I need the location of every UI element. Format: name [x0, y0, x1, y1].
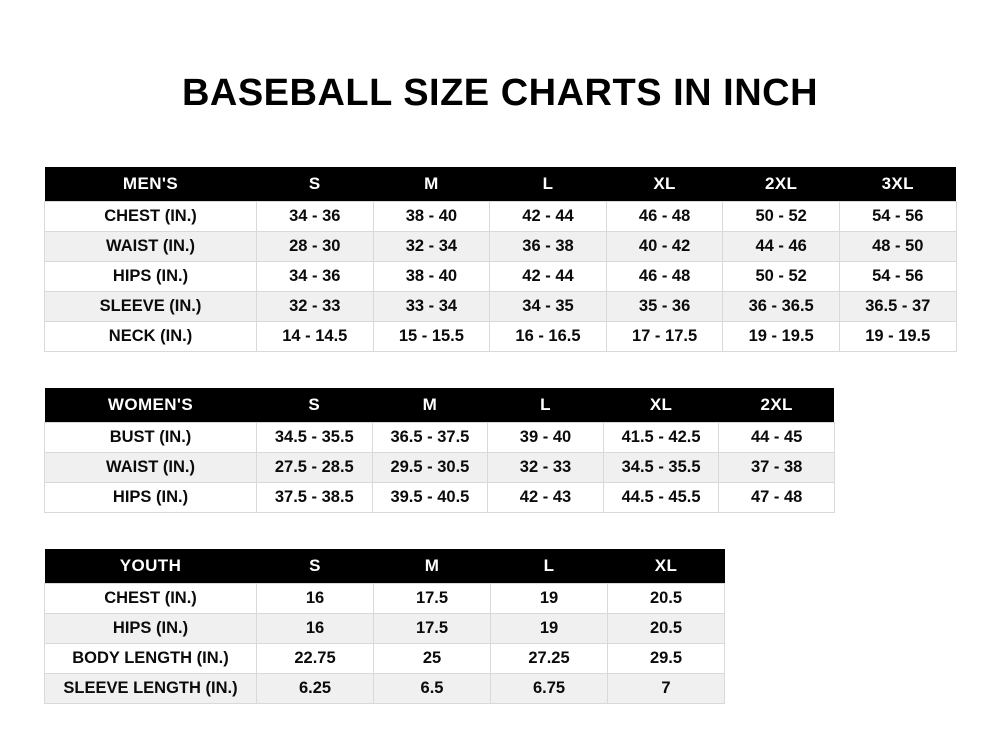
table-cell: 36.5 - 37	[839, 292, 956, 322]
table-cell: 6.5	[374, 674, 491, 704]
tables-container	[0, 167, 1000, 704]
table-cell: 7	[608, 674, 725, 704]
table-cell: 36 - 38	[490, 232, 607, 262]
column-header: XL	[603, 388, 719, 423]
table-cell: 32 - 33	[488, 453, 604, 483]
column-header: S	[257, 388, 373, 423]
column-header: 2XL	[723, 167, 840, 202]
table-cell: 50 - 52	[723, 202, 840, 232]
table-cell: 14 - 14.5	[257, 322, 374, 352]
column-header: S	[257, 167, 374, 202]
column-header: WOMEN'S	[45, 388, 257, 423]
table-row	[45, 232, 957, 262]
table-cell: 32 - 33	[257, 292, 374, 322]
column-header: 3XL	[839, 167, 956, 202]
row-header: HIPS (IN.)	[45, 614, 257, 644]
table-cell: 40 - 42	[606, 232, 723, 262]
table-cell: 54 - 56	[839, 202, 956, 232]
table-cell: 19 - 19.5	[839, 322, 956, 352]
row-header: CHEST (IN.)	[45, 202, 257, 232]
table-cell: 54 - 56	[839, 262, 956, 292]
table-header-row	[45, 167, 957, 202]
womens-size-table	[44, 388, 835, 513]
row-header: NECK (IN.)	[45, 322, 257, 352]
table-spacer	[44, 352, 956, 388]
row-header: BUST (IN.)	[45, 423, 257, 453]
column-header: L	[488, 388, 604, 423]
column-header: L	[490, 167, 607, 202]
table-row	[45, 644, 725, 674]
table-cell: 37.5 - 38.5	[257, 483, 373, 513]
table-cell: 27.25	[491, 644, 608, 674]
table-cell: 48 - 50	[839, 232, 956, 262]
page-title: BASEBALL SIZE CHARTS IN INCH	[181, 72, 819, 114]
row-header: WAIST (IN.)	[45, 453, 257, 483]
column-header: XL	[608, 549, 725, 584]
table-cell: 27.5 - 28.5	[257, 453, 373, 483]
table-row	[45, 584, 725, 614]
table-cell: 32 - 34	[373, 232, 490, 262]
table-row	[45, 614, 725, 644]
column-header: M	[374, 549, 491, 584]
table-cell: 47 - 48	[719, 483, 835, 513]
table-cell: 38 - 40	[373, 202, 490, 232]
table-row	[45, 674, 725, 704]
table-cell: 34 - 35	[490, 292, 607, 322]
table-row	[45, 262, 957, 292]
table-cell: 39 - 40	[488, 423, 604, 453]
column-header: L	[491, 549, 608, 584]
table-cell: 28 - 30	[257, 232, 374, 262]
table-cell: 25	[374, 644, 491, 674]
table-row	[45, 292, 957, 322]
table-cell: 16	[257, 614, 374, 644]
table-cell: 37 - 38	[719, 453, 835, 483]
table-row	[45, 202, 957, 232]
table-cell: 44 - 46	[723, 232, 840, 262]
column-header: S	[257, 549, 374, 584]
table-cell: 34.5 - 35.5	[603, 453, 719, 483]
table-cell: 44 - 45	[719, 423, 835, 453]
table-cell: 38 - 40	[373, 262, 490, 292]
table-spacer	[44, 513, 956, 549]
table-cell: 16 - 16.5	[490, 322, 607, 352]
mens-size-table	[44, 167, 957, 352]
table-cell: 42 - 43	[488, 483, 604, 513]
table-cell: 36.5 - 37.5	[372, 423, 488, 453]
row-header: WAIST (IN.)	[45, 232, 257, 262]
table-cell: 34 - 36	[257, 262, 374, 292]
table-cell: 17 - 17.5	[606, 322, 723, 352]
table-header-row	[45, 549, 725, 584]
youth-size-table	[44, 549, 725, 704]
table-cell: 41.5 - 42.5	[603, 423, 719, 453]
column-header: M	[372, 388, 488, 423]
table-cell: 42 - 44	[490, 202, 607, 232]
table-cell: 50 - 52	[723, 262, 840, 292]
table-cell: 36 - 36.5	[723, 292, 840, 322]
table-cell: 35 - 36	[606, 292, 723, 322]
row-header: CHEST (IN.)	[45, 584, 257, 614]
column-header: YOUTH	[45, 549, 257, 584]
table-cell: 20.5	[608, 584, 725, 614]
row-header: SLEEVE LENGTH (IN.)	[45, 674, 257, 704]
table-cell: 19	[491, 614, 608, 644]
table-row	[45, 483, 835, 513]
table-cell: 42 - 44	[490, 262, 607, 292]
table-cell: 29.5 - 30.5	[372, 453, 488, 483]
column-header: M	[373, 167, 490, 202]
table-cell: 29.5	[608, 644, 725, 674]
table-cell: 34 - 36	[257, 202, 374, 232]
table-header-row	[45, 388, 835, 423]
table-row	[45, 423, 835, 453]
table-cell: 22.75	[257, 644, 374, 674]
table-row	[45, 453, 835, 483]
row-header: SLEEVE (IN.)	[45, 292, 257, 322]
table-cell: 6.25	[257, 674, 374, 704]
table-cell: 39.5 - 40.5	[372, 483, 488, 513]
table-cell: 19 - 19.5	[723, 322, 840, 352]
table-cell: 16	[257, 584, 374, 614]
column-header: 2XL	[719, 388, 835, 423]
row-header: HIPS (IN.)	[45, 262, 257, 292]
table-cell: 33 - 34	[373, 292, 490, 322]
row-header: HIPS (IN.)	[45, 483, 257, 513]
column-header: MEN'S	[45, 167, 257, 202]
table-cell: 46 - 48	[606, 202, 723, 232]
table-cell: 46 - 48	[606, 262, 723, 292]
table-cell: 34.5 - 35.5	[257, 423, 373, 453]
table-cell: 15 - 15.5	[373, 322, 490, 352]
table-cell: 19	[491, 584, 608, 614]
table-cell: 6.75	[491, 674, 608, 704]
table-cell: 17.5	[374, 584, 491, 614]
table-cell: 20.5	[608, 614, 725, 644]
table-cell: 17.5	[374, 614, 491, 644]
row-header: BODY LENGTH (IN.)	[45, 644, 257, 674]
column-header: XL	[606, 167, 723, 202]
table-row	[45, 322, 957, 352]
table-cell: 44.5 - 45.5	[603, 483, 719, 513]
